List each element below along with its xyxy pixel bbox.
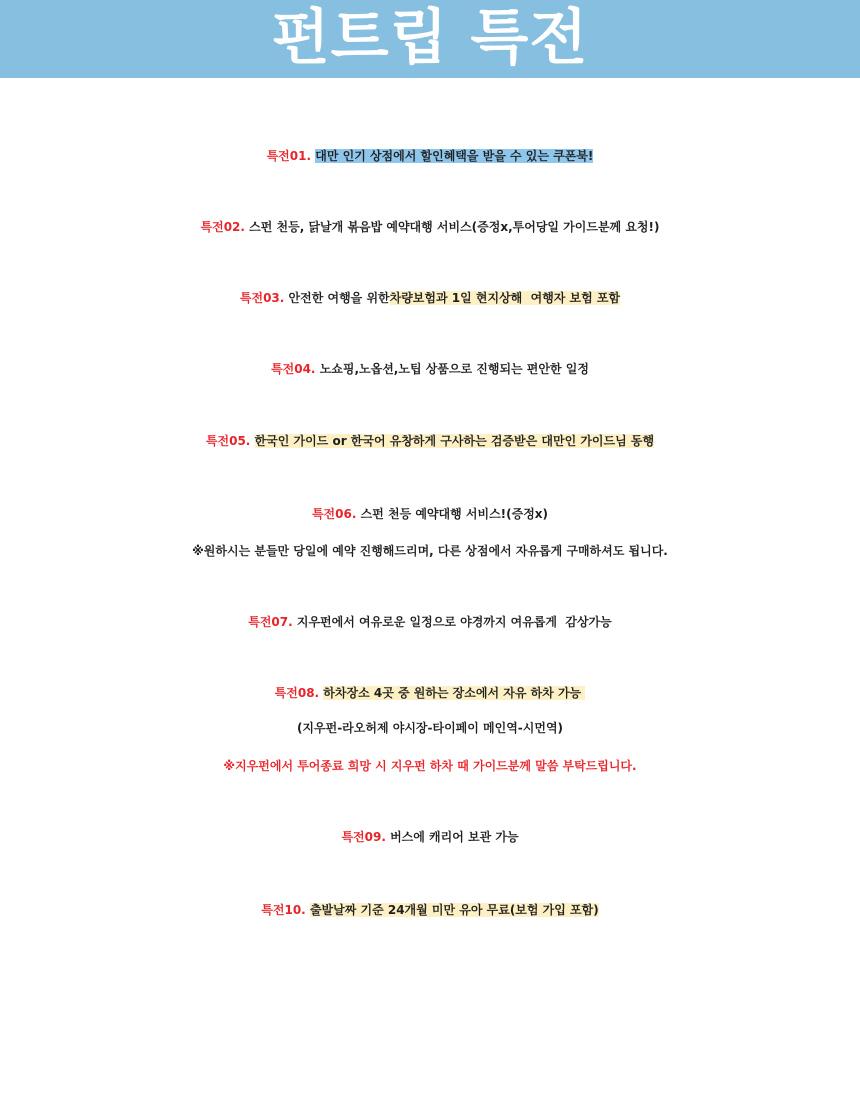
benefit-08-note bbox=[0, 753, 860, 779]
benefit-tag: 특전10. bbox=[261, 903, 306, 917]
benefit-03 bbox=[0, 285, 860, 311]
benefit-10 bbox=[0, 897, 860, 923]
benefit-note-red: ※지우펀에서 투어종료 희망 시 지우펀 하차 때 가이드분께 말씀 부탁드립니다. bbox=[223, 759, 637, 773]
benefit-highlight-text: 차량보험과 1일 현지상해 여행자 보험 포함 bbox=[389, 291, 621, 305]
benefit-tag: 특전02. bbox=[200, 220, 245, 234]
benefit-tag: 특전01. bbox=[266, 149, 312, 163]
benefit-text: 스펀 천등 예약대행 서비스!(증정x) bbox=[360, 507, 549, 521]
benefit-07 bbox=[0, 609, 860, 635]
benefit-highlight-text: 하차장소 4곳 중 원하는 장소에서 자유 하차 가능 bbox=[323, 686, 586, 700]
benefit-08 bbox=[0, 680, 860, 706]
benefit-text: 버스에 캐리어 보관 가능 bbox=[390, 830, 519, 844]
benefit-text: 노쇼핑,노옵션,노팁 상품으로 진행되는 편안한 일정 bbox=[319, 362, 589, 376]
benefit-09 bbox=[0, 824, 860, 850]
benefit-tag: 특전08. bbox=[274, 686, 320, 700]
page-title: 펀트립 특전 bbox=[271, 3, 589, 73]
benefit-02 bbox=[0, 214, 860, 240]
benefit-tag: 특전05. bbox=[205, 434, 251, 448]
benefit-note: ※원하시는 분들만 당일에 예약 진행해드리며, 다른 상점에서 자유롭게 구매하셔도 됩니다. bbox=[192, 544, 668, 558]
benefit-highlight-text: 대만 인기 상점에서 할인혜택을 받을 수 있는 쿠폰북! bbox=[315, 149, 594, 163]
benefit-tag: 특전04. bbox=[271, 362, 316, 376]
benefit-04 bbox=[0, 356, 860, 382]
benefit-01 bbox=[0, 143, 860, 169]
benefit-tag: 특전09. bbox=[341, 830, 386, 844]
benefit-subtext: (지우펀-라오허제 야시장-타이페이 메인역-시먼역) bbox=[296, 721, 564, 735]
benefit-tag: 특전07. bbox=[248, 615, 293, 629]
benefit-05 bbox=[0, 428, 860, 454]
benefit-06-note bbox=[0, 538, 860, 564]
benefit-text: 지우펀에서 여유로운 일정으로 야경까지 여유롭게 감상가능 bbox=[296, 615, 612, 629]
benefit-highlight-text: 출발날짜 기준 24개월 미만 유아 무료(보험 가입 포함) bbox=[309, 903, 599, 917]
benefit-08-sub bbox=[0, 715, 860, 741]
benefit-text: 안전한 여행을 위한 bbox=[288, 291, 390, 305]
benefit-highlight-text: 한국인 가이드 or 한국어 유창하게 구사하는 검증받은 대만인 가이드님 동행 bbox=[254, 434, 655, 448]
benefit-06 bbox=[0, 501, 860, 527]
benefit-tag: 특전03. bbox=[239, 291, 285, 305]
benefit-tag: 특전06. bbox=[311, 507, 357, 521]
benefit-text: 스펀 천등, 닭날개 볶음밥 예약대행 서비스(증정x,투어당일 가이드분께 요청!) bbox=[249, 220, 660, 234]
